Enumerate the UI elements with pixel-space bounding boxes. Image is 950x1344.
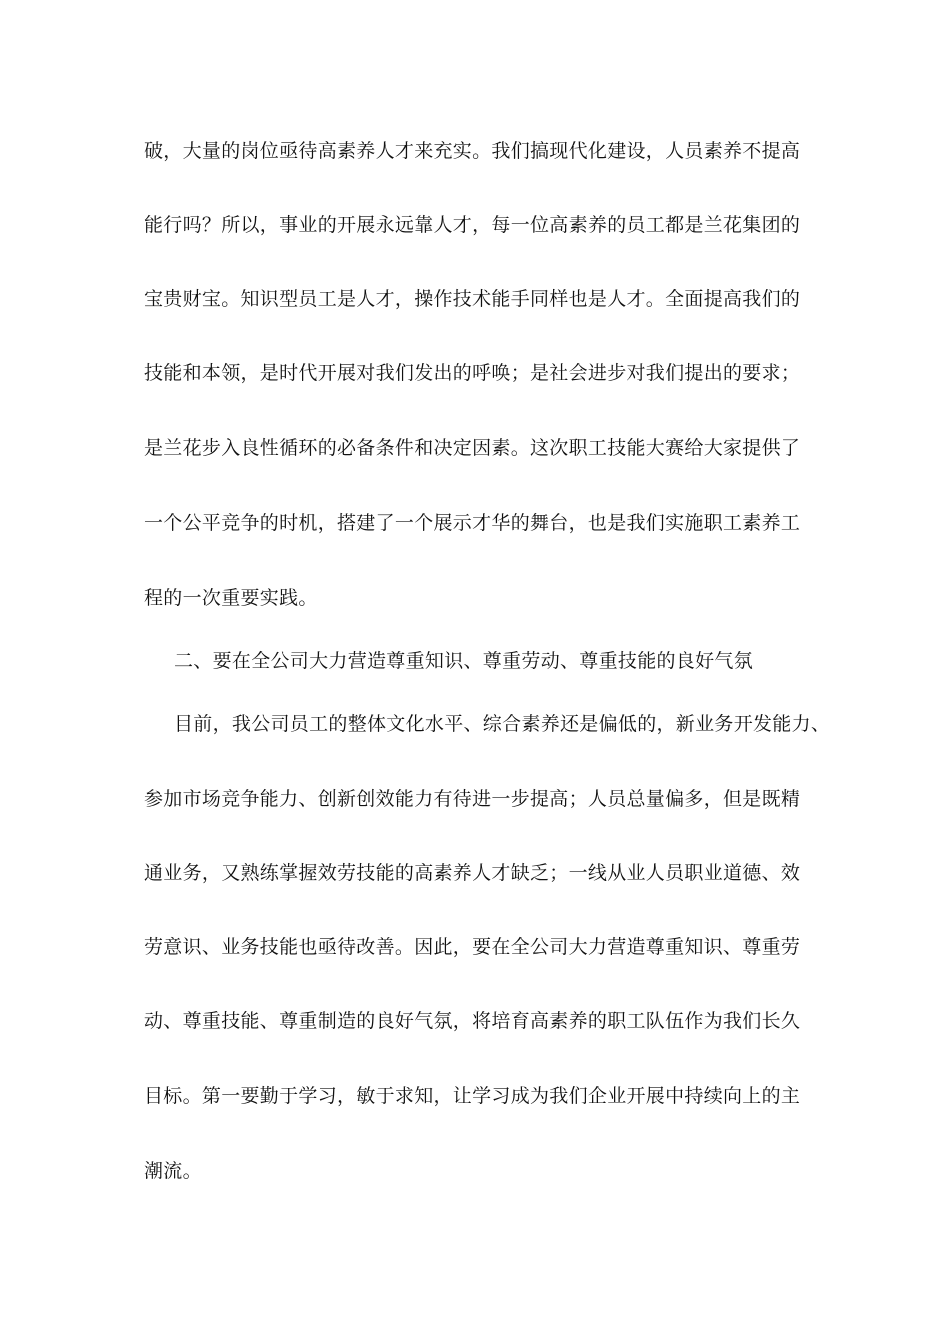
text-line: 参加市场竞争能力、创新创效能力有待进一步提高；人员总量偏多，但是既精	[144, 788, 801, 810]
text-line: 目标。第一要勤于学习，敏于求知，让学习成为我们企业开展中持续向上的主	[144, 1085, 801, 1107]
text-line: 破，大量的岗位亟待高素养人才来充实。我们搞现代化建设，人员素养不提高	[144, 140, 801, 162]
text-line: 一个公平竞争的时机，搭建了一个展示才华的舞台，也是我们实施职工素养工	[144, 512, 801, 534]
paragraph-first-line: 目前，我公司员工的整体文化水平、综合素养还是偏低的，新业务开发能力、	[174, 713, 831, 735]
text-line: 宝贵财宝。知识型员工是人才，操作技术能手同样也是人才。全面提高我们的	[144, 288, 801, 310]
section-heading: 二、要在全公司大力营造尊重知识、尊重劳动、尊重技能的良好气氛	[174, 650, 754, 672]
text-line: 潮流。	[144, 1160, 202, 1182]
text-line: 是兰花步入良性循环的必备条件和决定因素。这次职工技能大赛给大家提供了	[144, 437, 801, 459]
text-line: 劳意识、业务技能也亟待改善。因此，要在全公司大力营造尊重知识、尊重劳	[144, 936, 801, 958]
text-line: 技能和本领，是时代开展对我们发出的呼唤；是社会进步对我们提出的要求；	[144, 362, 801, 384]
text-line: 能行吗？所以，事业的开展永远靠人才，每一位高素养的员工都是兰花集团的	[144, 214, 801, 236]
text-line: 通业务，又熟练掌握效劳技能的高素养人才缺乏；一线从业人员职业道德、效	[144, 862, 801, 884]
text-line: 程的一次重要实践。	[144, 587, 318, 609]
text-line: 动、尊重技能、尊重制造的良好气氛，将培育高素养的职工队伍作为我们长久	[144, 1010, 801, 1032]
